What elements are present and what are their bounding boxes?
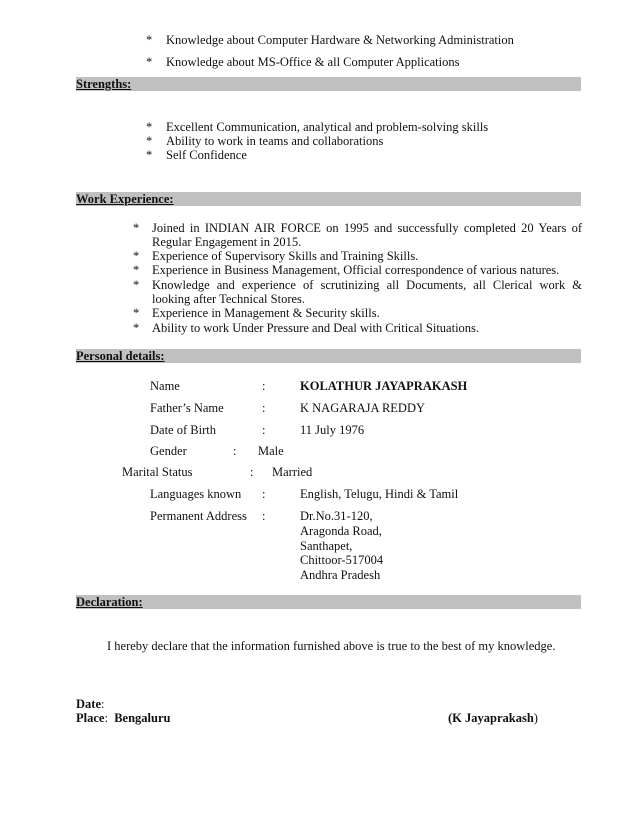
address-line: Chittoor-517004 [300, 553, 384, 567]
signature-name: K Jayaprakash [452, 711, 534, 725]
address-line: Andhra Pradesh [300, 568, 381, 582]
detail-label: Father’s Name [150, 401, 224, 415]
address-line: Aragonda Road, [300, 524, 382, 538]
work-text-line: Regular Engagement in 2015. [152, 235, 302, 249]
personal-heading: Personal details: [76, 349, 165, 363]
bullet-star: * [133, 263, 140, 277]
place-label: Place [76, 711, 105, 725]
declaration-heading: Declaration: [76, 595, 143, 609]
detail-value: English, Telugu, Hindi & Tamil [300, 487, 459, 501]
detail-label: Marital Status [122, 465, 193, 479]
detail-colon: : [262, 401, 266, 415]
strengths-heading: Strengths: [76, 77, 132, 91]
bullet-star: * [133, 306, 140, 320]
bullet-star: * [133, 249, 140, 263]
address-line: Dr.No.31-120, [300, 509, 373, 523]
place-value: Bengaluru [114, 711, 171, 725]
strength-text: Self Confidence [166, 148, 247, 162]
signature-close: ) [533, 711, 538, 725]
detail-colon: : [233, 444, 237, 458]
personal-heading-bar [76, 349, 581, 363]
place-line [76, 711, 170, 726]
signature-open: ( [448, 711, 453, 725]
detail-colon: : [250, 465, 254, 479]
work-text-line: Joined in INDIAN AIR FORCE on 1995 and successfully completed 20 Years of [152, 221, 582, 235]
detail-value: K NAGARAJA REDDY [300, 401, 426, 415]
detail-label: Languages known [150, 487, 242, 501]
bullet-star: * [146, 148, 153, 162]
top-bullet-text: Knowledge about Computer Hardware & Networking Administration [166, 33, 514, 47]
work-text-line: Knowledge and experience of scrutinizing all Documents, all Clerical work & [152, 278, 582, 292]
strength-text: Excellent Communication, analytical and problem-solving skills [166, 120, 489, 134]
detail-colon: : [262, 423, 266, 437]
date-colon: : [101, 697, 105, 711]
work-heading: Work Experience: [76, 192, 174, 206]
detail-colon: : [262, 379, 266, 393]
date-line [76, 697, 104, 712]
detail-label: Permanent Address [150, 509, 247, 523]
signature [448, 711, 538, 726]
detail-value: Male [258, 444, 284, 458]
work-text-line: Experience in Management & Security skills. [152, 306, 380, 320]
detail-label: Name [150, 379, 180, 393]
detail-label: Date of Birth [150, 423, 216, 437]
detail-label: Gender [150, 444, 187, 458]
place-colon: : [104, 711, 108, 725]
work-text-line: Experience in Business Management, Official correspondence of various natures. [152, 263, 560, 277]
detail-colon: : [262, 509, 266, 523]
bullet-star: * [133, 321, 140, 335]
work-text-line: Ability to work Under Pressure and Deal with Critical Situations. [152, 321, 480, 335]
declaration-text: I hereby declare that the information furnished above is true to the best of my knowledge. [107, 639, 556, 653]
top-bullet-text: Knowledge about MS-Office & all Computer Applications [166, 55, 460, 69]
work-text-line: Experience of Supervisory Skills and Training Skills. [152, 249, 419, 263]
bullet-star: * [133, 221, 140, 235]
bullet-star: * [146, 120, 153, 134]
detail-value: KOLATHUR JAYAPRAKASH [300, 379, 468, 393]
date-label: Date [76, 697, 101, 711]
detail-value: 11 July 1976 [300, 423, 365, 437]
detail-value: Married [272, 465, 313, 479]
work-text-line: looking after Technical Stores. [152, 292, 306, 306]
bullet-star: * [146, 55, 153, 69]
strengths-heading-bar [76, 77, 581, 91]
detail-colon: : [262, 487, 266, 501]
address-line: Santhapet, [300, 539, 353, 553]
bullet-star: * [146, 134, 153, 148]
declaration-heading-bar [76, 595, 581, 609]
bullet-star: * [133, 278, 140, 292]
work-heading-bar [76, 192, 581, 206]
bullet-star: * [146, 33, 153, 47]
strength-text: Ability to work in teams and collaborations [166, 134, 384, 148]
